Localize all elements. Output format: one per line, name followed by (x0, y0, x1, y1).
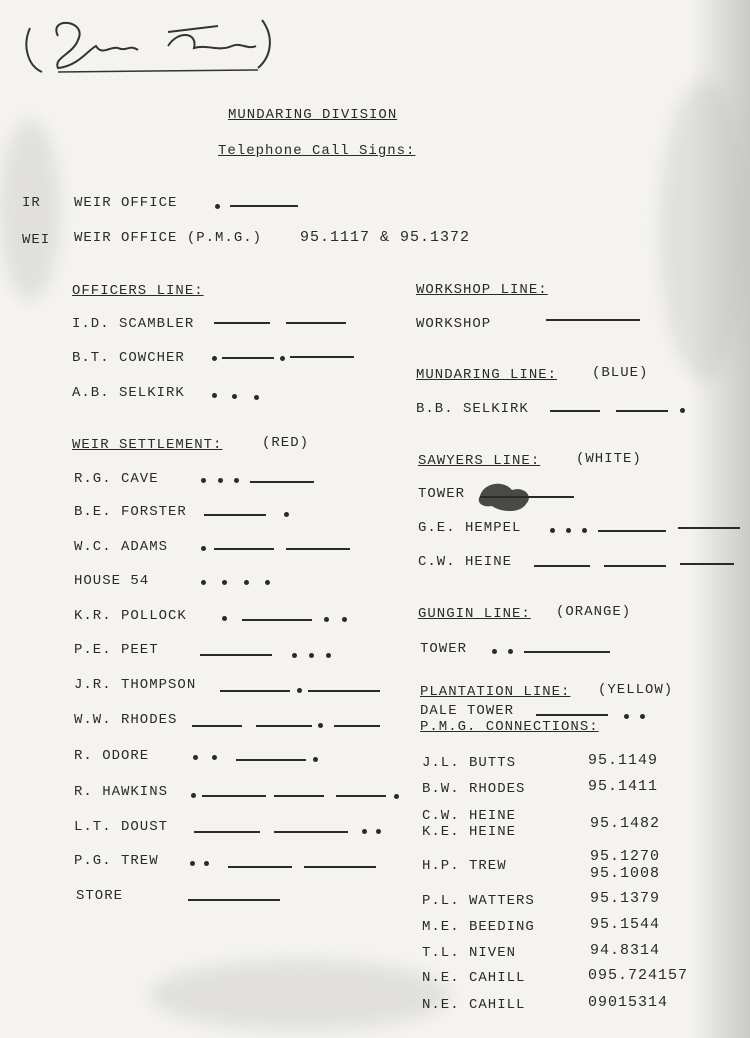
morse-dash (230, 205, 298, 207)
pmg-name: B.W. RHODES (422, 781, 526, 797)
weir-office-pmg-prefix: WEI (22, 232, 51, 248)
pmg-number: 95.1270 (590, 848, 661, 865)
sawyers-entry: TOWER (418, 486, 466, 502)
settlement-entry: R. ODORE (74, 748, 150, 764)
pmg-number: 95.1008 (590, 865, 661, 882)
morse-dash (550, 410, 600, 412)
morse-dash (308, 690, 380, 692)
morse-dot (280, 356, 285, 361)
morse-dot (297, 688, 302, 693)
officer-entry: B.T. COWCHER (72, 350, 185, 366)
weir-settlement-color: (RED) (262, 435, 310, 451)
morse-dot (492, 649, 497, 654)
morse-dot (191, 793, 196, 798)
morse-dot (326, 653, 331, 658)
morse-dot (222, 616, 227, 621)
pmg-name: J.L. BUTTS (422, 755, 517, 771)
morse-dot (394, 794, 399, 799)
settlement-entry: K.R. POLLOCK (74, 608, 187, 624)
pmg-number: 95.1149 (588, 752, 659, 769)
page-title: MUNDARING DIVISION (228, 107, 398, 123)
page-subtitle: Telephone Call Signs: (218, 143, 416, 159)
morse-dot (362, 829, 367, 834)
morse-dash (274, 795, 324, 797)
morse-dash (286, 548, 350, 550)
morse-dot (313, 757, 318, 762)
weir-settlement-header: WEIR SETTLEMENT: (72, 437, 223, 453)
morse-dash (598, 530, 666, 532)
morse-dot (292, 653, 297, 658)
morse-dot (201, 546, 206, 551)
morse-dash (546, 319, 640, 321)
morse-dash (192, 725, 242, 727)
morse-dash (204, 514, 266, 516)
morse-dot (309, 653, 314, 658)
morse-dot (234, 478, 239, 483)
morse-dash (290, 356, 354, 358)
weir-office-prefix: IR (22, 195, 41, 211)
morse-dot (624, 714, 629, 719)
morse-dash (604, 565, 666, 567)
settlement-entry: J.R. THOMPSON (74, 677, 197, 693)
paper-stain (660, 80, 750, 380)
weir-office-label: WEIR OFFICE (74, 195, 178, 211)
morse-dash (194, 831, 260, 833)
morse-dash (304, 866, 376, 868)
settlement-entry: STORE (76, 888, 124, 904)
pmg-connections-header: P.M.G. CONNECTIONS: (420, 719, 599, 735)
sawyers-line-color: (WHITE) (576, 451, 642, 467)
officer-entry: A.B. SELKIRK (72, 385, 185, 401)
pmg-number: 95.1411 (588, 778, 659, 795)
morse-dot (640, 714, 645, 719)
mundaring-line-header: MUNDARING LINE: (416, 367, 558, 383)
morse-dash (274, 831, 348, 833)
morse-dash (214, 548, 274, 550)
pmg-number: 95.1544 (590, 916, 661, 933)
mundaring-entry: B.B. SELKIRK (416, 401, 529, 417)
plantation-line-header: PLANTATION LINE: (420, 684, 571, 700)
morse-dash (242, 619, 312, 621)
gungin-line-color: (ORANGE) (556, 604, 632, 620)
morse-dash (200, 654, 272, 656)
settlement-entry: W.W. RHODES (74, 712, 178, 728)
pmg-name: C.W. HEINE (422, 808, 517, 824)
morse-dash (188, 899, 280, 901)
plantation-line-color: (YELLOW) (598, 682, 674, 698)
morse-dash (534, 565, 590, 567)
morse-dash (222, 357, 274, 359)
morse-dash (220, 690, 290, 692)
weir-office-pmg-label: WEIR OFFICE (P.M.G.) (74, 230, 263, 246)
morse-dash (536, 714, 608, 716)
morse-dash (214, 322, 270, 324)
morse-dot (324, 617, 329, 622)
officer-entry: I.D. SCAMBLER (72, 316, 195, 332)
morse-dot (582, 528, 587, 533)
sawyers-entry: C.W. HEINE (418, 554, 513, 570)
gungin-line-header: GUNGIN LINE: (418, 606, 531, 622)
morse-dot (254, 395, 259, 400)
morse-dot (508, 649, 513, 654)
morse-dash (250, 481, 314, 483)
settlement-entry: B.E. FORSTER (74, 504, 187, 520)
sawyers-entry: G.E. HEMPEL (418, 520, 522, 536)
settlement-entry: W.C. ADAMS (74, 539, 169, 555)
paper-stain (150, 960, 450, 1030)
gungin-entry: TOWER (420, 641, 468, 657)
morse-dash (202, 795, 266, 797)
settlement-entry: HOUSE 54 (74, 573, 150, 589)
pmg-name: K.E. HEINE (422, 824, 517, 840)
sawyers-line-header: SAWYERS LINE: (418, 453, 541, 469)
morse-dot (204, 861, 209, 866)
morse-dash (680, 563, 734, 565)
morse-dot (376, 829, 381, 834)
morse-dot (318, 723, 323, 728)
pmg-number: 95.1482 (590, 815, 661, 832)
plantation-entry: DALE TOWER (420, 703, 515, 719)
settlement-entry: R.G. CAVE (74, 471, 159, 487)
workshop-line-header: WORKSHOP LINE: (416, 282, 548, 298)
handwritten-note (18, 6, 278, 76)
pmg-number: 95.1379 (590, 890, 661, 907)
pmg-name: P.L. WATTERS (422, 893, 535, 909)
morse-dash (524, 651, 610, 653)
morse-dot (215, 204, 220, 209)
morse-dot (212, 393, 217, 398)
morse-dot (680, 408, 685, 413)
pmg-number: 09015314 (588, 994, 669, 1011)
settlement-entry: P.E. PEET (74, 642, 159, 658)
pmg-name: H.P. TREW (422, 858, 507, 874)
settlement-entry: R. HAWKINS (74, 784, 169, 800)
morse-dot (201, 580, 206, 585)
morse-dash (286, 322, 346, 324)
morse-dot (212, 356, 217, 361)
morse-dash (334, 725, 380, 727)
pmg-name: N.E. CAHILL (422, 997, 526, 1013)
settlement-entry: L.T. DOUST (74, 819, 169, 835)
pmg-name: N.E. CAHILL (422, 970, 526, 986)
morse-dash (256, 725, 312, 727)
officers-line-header: OFFICERS LINE: (72, 283, 204, 299)
morse-dot (284, 512, 289, 517)
morse-dash (678, 527, 740, 529)
morse-dot (193, 755, 198, 760)
morse-dot (201, 478, 206, 483)
pmg-number: 94.8314 (590, 942, 661, 959)
workshop-entry: WORKSHOP (416, 316, 492, 332)
weir-office-pmg-numbers: 95.1117 & 95.1372 (300, 229, 471, 246)
morse-dot (232, 394, 237, 399)
pmg-name: M.E. BEEDING (422, 919, 535, 935)
morse-dot (244, 580, 249, 585)
mundaring-line-color: (BLUE) (592, 365, 649, 381)
pmg-number: 095.724157 (588, 967, 689, 984)
morse-dash (228, 866, 292, 868)
morse-dot (222, 580, 227, 585)
pmg-name: T.L. NIVEN (422, 945, 517, 961)
morse-dot (550, 528, 555, 533)
settlement-entry: P.G. TREW (74, 853, 159, 869)
morse-dash (616, 410, 668, 412)
morse-dash (236, 759, 306, 761)
morse-dot (342, 617, 347, 622)
morse-dot (218, 478, 223, 483)
morse-dash (336, 795, 386, 797)
ink-blot (470, 476, 540, 516)
morse-dot (212, 755, 217, 760)
morse-dot (265, 580, 270, 585)
morse-dot (190, 861, 195, 866)
morse-dot (566, 528, 571, 533)
